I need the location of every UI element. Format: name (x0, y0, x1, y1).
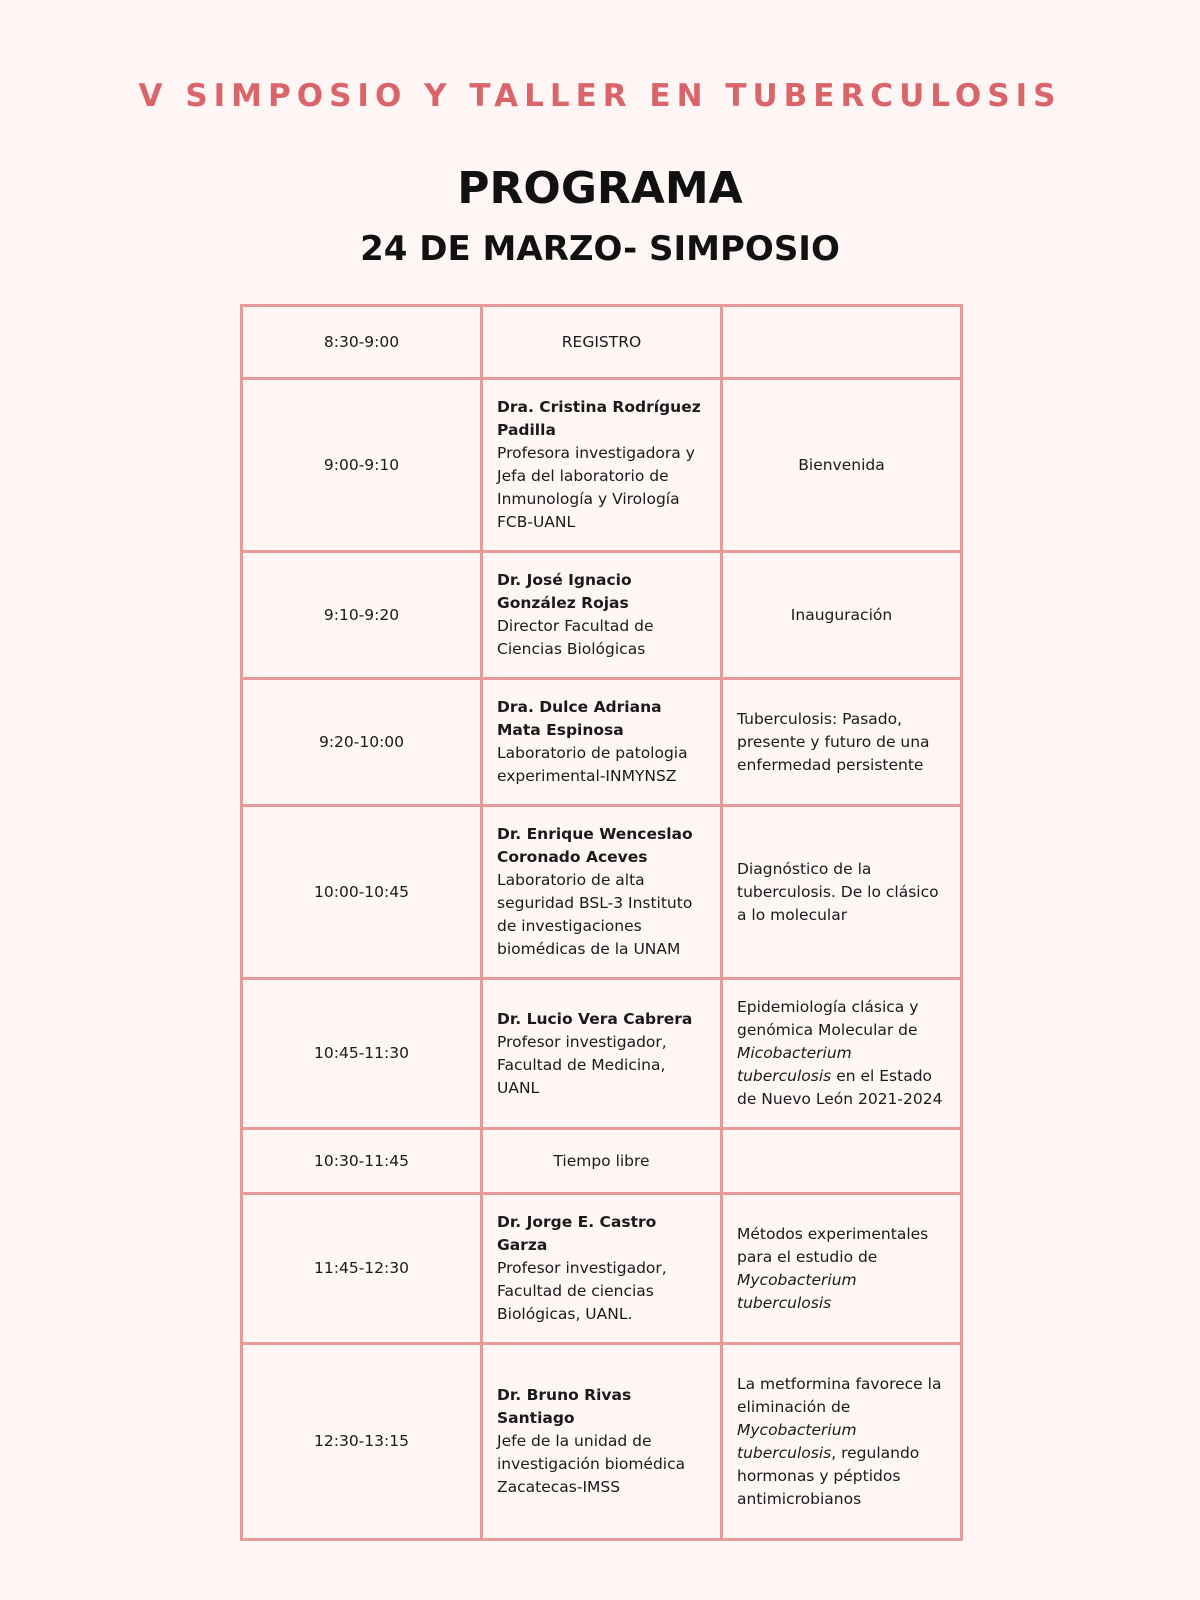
topic-text: , regulando hormonas y péptidos antimicrobianos (737, 1443, 920, 1508)
schedule-table (240, 304, 963, 1541)
topic-text: Epidemiología clásica y genómica Molecular de (737, 998, 919, 1039)
table-row (242, 1194, 962, 1344)
speaker-affiliation: Laboratorio de patologia experimental-INMYNSZ (497, 744, 688, 785)
speaker-cell (482, 1344, 722, 1540)
time-cell: 9:00-9:10 (242, 379, 482, 552)
event-title: V SIMPOSIO Y TALLER EN TUBERCULOSIS (138, 78, 1062, 114)
topic-cell (722, 1129, 962, 1194)
topic-cell: Bienvenida (722, 379, 962, 552)
topic-cell: Tuberculosis: Pasado, presente y futuro de una enfermedad persistente (722, 679, 962, 806)
page-title: PROGRAMA (457, 163, 743, 214)
topic-text: Métodos experimentales para el estudio de (737, 1224, 929, 1266)
table-row (242, 1129, 962, 1194)
time-cell: 9:20-10:00 (242, 679, 482, 806)
topic-cell: Inauguración (722, 552, 962, 679)
speaker-name: Dra. Dulce Adriana Mata Espinosa (497, 698, 662, 739)
table-row (242, 679, 962, 806)
time-cell: 10:00-10:45 (242, 806, 482, 979)
speaker-name: Dr. José Ignacio González Rojas (497, 571, 632, 612)
speaker-cell (482, 806, 722, 979)
time-cell: 12:30-13:15 (242, 1344, 482, 1540)
topic-cell (722, 1344, 962, 1540)
table-row (242, 552, 962, 679)
page-subtitle: 24 DE MARZO- SIMPOSIO (360, 229, 840, 269)
speaker-name: Dr. Jorge E. Castro Garza (497, 1213, 657, 1254)
speaker-cell (482, 679, 722, 806)
topic-text: en el Estado de Nuevo León 2021-2024 (737, 1067, 943, 1108)
speaker-affiliation: Laboratorio de alta seguridad BSL-3 Instituto de investigaciones biomédicas de la UNAM (497, 871, 693, 958)
speaker-affiliation: Profesora investigadora y Jefa del laboratorio de Inmunología y Virología FCB-UANL (497, 444, 695, 531)
topic-text: La metformina favorece la eliminación de (737, 1374, 942, 1416)
topic-species: Micobacterium tuberculosis (737, 1044, 852, 1085)
speaker-cell (482, 552, 722, 679)
time-cell: 8:30-9:00 (242, 306, 482, 379)
speaker-affiliation: Profesor investigador, Facultad de Medicina, UANL (497, 1032, 667, 1097)
table-row (242, 379, 962, 552)
speaker-cell (482, 379, 722, 552)
speaker-affiliation: Jefe de la unidad de investigación biomédica Zacatecas-IMSS (497, 1432, 686, 1496)
table-row (242, 1344, 962, 1540)
time-cell: 11:45-12:30 (242, 1194, 482, 1344)
speaker-cell (482, 979, 722, 1129)
speaker-affiliation: Director Facultad de Ciencias Biológicas (497, 617, 654, 658)
speaker-name: Dr. Lucio Vera Cabrera (497, 1009, 693, 1028)
session-label: REGISTRO (482, 306, 722, 379)
time-cell: 10:30-11:45 (242, 1129, 482, 1194)
speaker-name: Dr. Enrique Wenceslao Coronado Aceves (497, 825, 693, 866)
speaker-affiliation: Profesor investigador, Facultad de ciencias Biológicas, UANL. (497, 1259, 667, 1323)
session-label: Tiempo libre (482, 1129, 722, 1194)
time-cell: 9:10-9:20 (242, 552, 482, 679)
table-row (242, 806, 962, 979)
speaker-name: Dr. Bruno Rivas Santiago (497, 1386, 632, 1427)
table-row (242, 306, 962, 379)
topic-species: Mycobacterium tuberculosis (737, 1270, 857, 1312)
speaker-cell (482, 1194, 722, 1344)
topic-cell: Diagnóstico de la tuberculosis. De lo clásico a lo molecular (722, 806, 962, 979)
speaker-name: Dra. Cristina Rodríguez Padilla (497, 398, 701, 439)
topic-species: Mycobacterium tuberculosis (737, 1420, 857, 1462)
time-cell: 10:45-11:30 (242, 979, 482, 1129)
topic-cell (722, 1194, 962, 1344)
table-row (242, 979, 962, 1129)
topic-cell (722, 979, 962, 1129)
topic-cell (722, 306, 962, 379)
